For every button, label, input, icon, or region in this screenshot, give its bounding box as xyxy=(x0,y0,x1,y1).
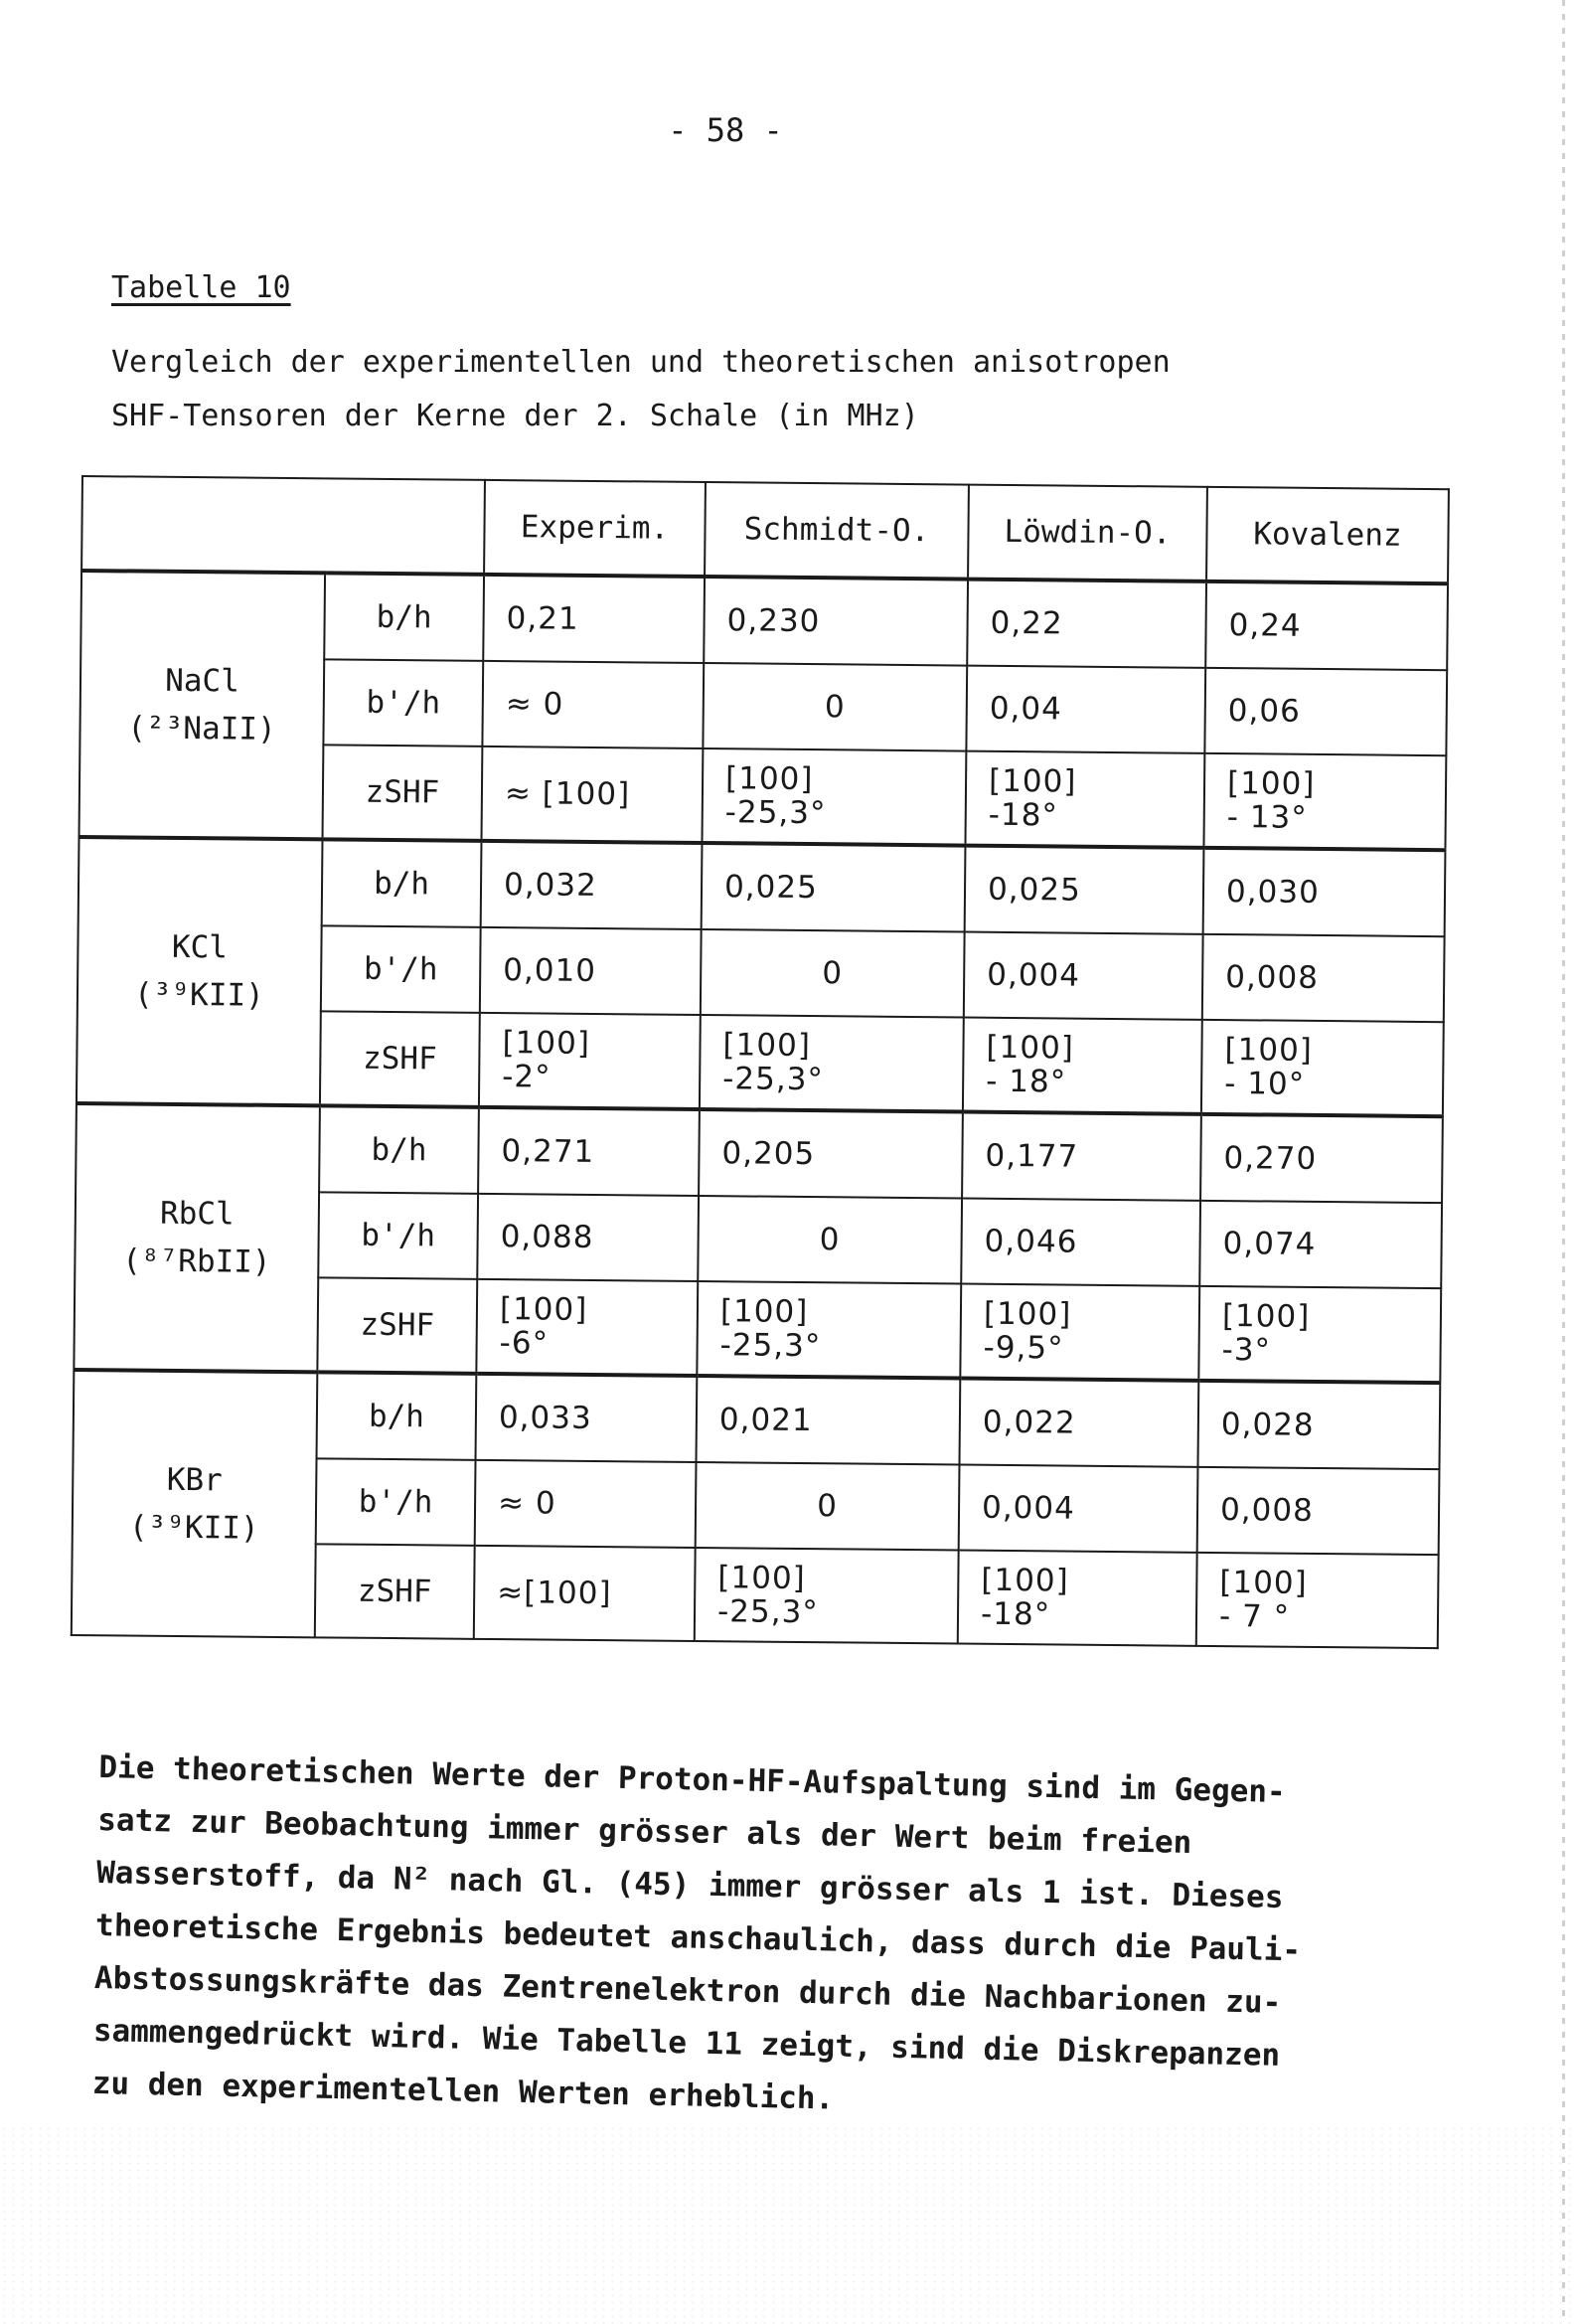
header-corner-cell xyxy=(81,476,485,575)
table-body xyxy=(72,571,1448,1648)
table-row xyxy=(76,1103,1443,1203)
value-cell: 0,230 xyxy=(704,577,968,666)
compound-name: NaCl xyxy=(165,662,240,700)
param-b-prime-over-h: b'/h xyxy=(321,925,481,1013)
value-cell: 0,032 xyxy=(481,841,703,929)
value-cell: 0,21 xyxy=(483,575,705,663)
compound-name: KCl xyxy=(171,928,229,966)
value-cell: [100] -25,3° xyxy=(697,1281,961,1379)
table-caption: Vergleich der experimentellen und theoretischen anisotropen SHF-Tensoren der Kerne der 2. Schale (in MHz) xyxy=(111,345,1171,433)
value-cell: [100] - 18° xyxy=(963,1018,1202,1114)
param-z-shf: zSHF xyxy=(322,745,482,841)
column-header-kovalenz: Kovalenz xyxy=(1206,487,1449,583)
value-cell: [100] - 13° xyxy=(1203,753,1446,850)
value-cell: 0,033 xyxy=(476,1374,698,1462)
param-b-over-h: b/h xyxy=(322,839,482,927)
value-cell: 0,22 xyxy=(967,580,1206,668)
table-title: Tabelle 10 xyxy=(111,270,291,305)
table-row xyxy=(79,837,1446,936)
param-b-over-h: b/h xyxy=(317,1372,477,1460)
value-cell: 0,030 xyxy=(1203,848,1446,936)
value-cell: 0,06 xyxy=(1204,668,1447,755)
page-number: - 58 - xyxy=(668,111,783,149)
value-cell: 0,04 xyxy=(966,666,1205,753)
value-cell: 0 xyxy=(703,663,967,751)
value-cell: 0,004 xyxy=(964,932,1203,1020)
param-b-prime-over-h: b'/h xyxy=(316,1458,476,1546)
param-z-shf: zSHF xyxy=(315,1544,475,1639)
param-z-shf: zSHF xyxy=(320,1011,480,1107)
value-cell: [100] -6° xyxy=(476,1279,698,1376)
param-b-over-h: b/h xyxy=(319,1105,479,1194)
value-cell: [100] -9,5° xyxy=(960,1284,1199,1381)
value-cell: 0,177 xyxy=(962,1112,1201,1201)
table-row xyxy=(74,1370,1441,1469)
value-cell: ≈ 0 xyxy=(482,661,704,748)
value-cell: [100] - 10° xyxy=(1201,1020,1444,1116)
compound-cell xyxy=(79,571,326,839)
value-cell: [100] -25,3° xyxy=(700,1015,964,1112)
value-cell: [100] -3° xyxy=(1198,1286,1441,1383)
compound-isotope: (³⁹KII) xyxy=(133,976,264,1014)
column-header-experim: Experim. xyxy=(484,480,706,577)
scan-noise xyxy=(0,2125,1577,2324)
value-cell: ≈ 0 xyxy=(475,1460,697,1548)
shf-tensor-table xyxy=(71,475,1450,1649)
param-b-prime-over-h: b'/h xyxy=(318,1192,478,1279)
value-cell: [100] - 7 ° xyxy=(1196,1553,1439,1648)
value-cell: 0,028 xyxy=(1197,1381,1440,1469)
value-cell: 0,025 xyxy=(702,843,966,932)
param-b-over-h: b/h xyxy=(324,573,484,661)
value-cell: 0,270 xyxy=(1200,1114,1443,1203)
value-cell: [100] -25,3° xyxy=(695,1548,959,1644)
value-cell: 0 xyxy=(701,929,965,1018)
value-cell: 0,008 xyxy=(1202,934,1445,1022)
value-cell: [100] -2° xyxy=(479,1013,701,1109)
value-cell: [100] -18° xyxy=(958,1551,1197,1646)
column-header-loewdin: Löwdin-O. xyxy=(968,485,1207,581)
compound-cell xyxy=(72,1370,318,1637)
value-cell: 0,271 xyxy=(478,1107,700,1196)
compound-isotope: (³⁹KII) xyxy=(128,1509,259,1547)
value-cell: ≈[100] xyxy=(474,1546,696,1641)
compound-isotope: (⁸⁷RbII) xyxy=(122,1243,271,1280)
table-row xyxy=(80,571,1448,670)
value-cell: 0,088 xyxy=(477,1194,699,1281)
value-cell: 0,021 xyxy=(696,1376,960,1465)
value-cell: 0,008 xyxy=(1197,1467,1440,1555)
value-cell: [100] -25,3° xyxy=(702,748,966,846)
body-paragraph: Die theoretischen Werte der Proton-HF-Aufspaltung sind im Gegen- satz zur Beobachtung immer grösser als der Wert beim freien Wasserstoff, da N² nach Gl. (45) immer grösser als 1 ist. Dieses theoretische Ergebnis bedeutet anschaulich, dass durch die Pauli- Abstossungskräfte das Zentrenelektron durch die Nachbarionen zu- sammengedrückt wird. Wie Tabelle 11 zeigt, sind die Diskrepanzen zu den experimentellen Werten erheblich. xyxy=(91,1748,1302,2117)
compound-isotope: (²³NaII) xyxy=(127,710,276,747)
compound-name: KBr xyxy=(166,1461,223,1499)
table-header-row xyxy=(81,476,1449,583)
compound-cell xyxy=(77,837,323,1105)
value-cell: 0,046 xyxy=(961,1199,1200,1286)
scan-edge-mark xyxy=(1562,0,1565,2324)
value-cell: 0,24 xyxy=(1205,581,1448,670)
value-cell: 0 xyxy=(698,1196,962,1284)
value-cell: 0,205 xyxy=(699,1109,963,1199)
column-header-schmidt: Schmidt-O. xyxy=(705,482,969,580)
compound-name: RbCl xyxy=(159,1195,235,1233)
value-cell: 0,074 xyxy=(1199,1201,1442,1288)
value-cell: 0,010 xyxy=(480,927,702,1015)
value-cell: 0,004 xyxy=(959,1465,1198,1553)
value-cell: ≈ [100] xyxy=(481,747,703,843)
param-b-prime-over-h: b'/h xyxy=(323,659,483,747)
value-cell: 0 xyxy=(696,1462,960,1551)
value-cell: [100] -18° xyxy=(965,751,1204,848)
value-cell: 0,025 xyxy=(965,846,1204,934)
compound-cell xyxy=(74,1103,320,1372)
value-cell: 0,022 xyxy=(959,1379,1198,1467)
param-z-shf: zSHF xyxy=(317,1277,477,1374)
